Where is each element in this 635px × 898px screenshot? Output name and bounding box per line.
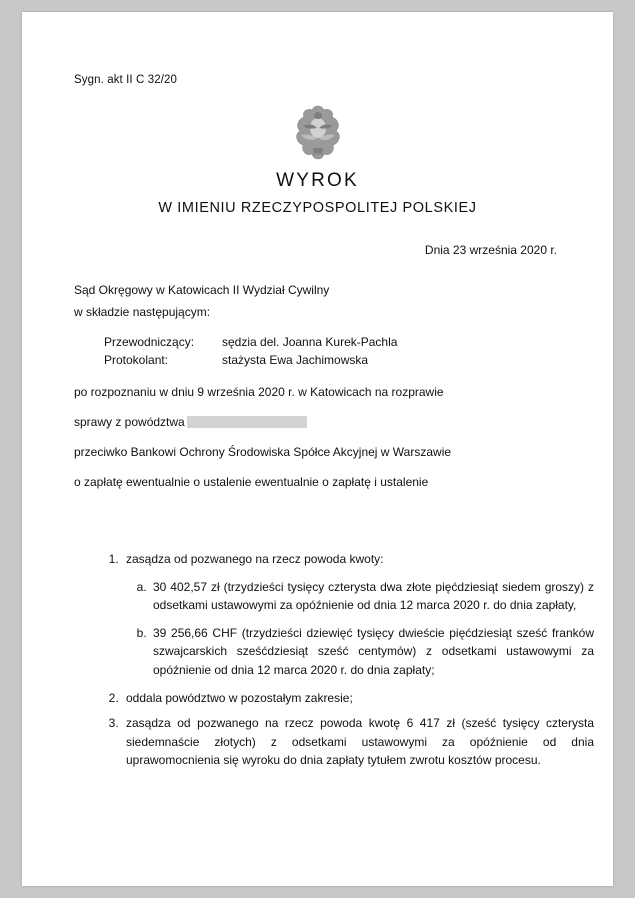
- document-title: WYROK: [276, 170, 359, 191]
- ruling-item: [122, 550, 594, 680]
- rulings-list: [96, 550, 594, 777]
- document-preamble: [74, 284, 564, 506]
- ruling-sub-item: a. 30 402,57 zł (trzydzieści tysięcy czterysta dwa złote pięćdziesiąt siedem groszy) z odsetkami ustawowymi za opóźnienie od dnia 12 marca 2020 r. do dnia zapłaty,: [150, 578, 594, 615]
- presiding-judge-name: sędzia del. Joanna Kurek-Pachla: [222, 335, 398, 349]
- recorder-name: stażysta Ewa Jachimowska: [222, 353, 369, 367]
- subject-line: o zapłatę ewentualnie o ustalenie ewentualnie o zapłatę i ustalenie: [74, 475, 429, 489]
- ruling-item: 2. oddala powództwo w pozostałym zakresie;: [122, 689, 594, 708]
- court-line: Sąd Okręgowy w Katowicach II Wydział Cywilny: [74, 283, 330, 297]
- document-page: [22, 12, 613, 886]
- plaintiff-line: [74, 416, 564, 428]
- plaintiff-label: sprawy z powództwa: [74, 415, 185, 429]
- ruling-item: 3. zasądza od pozwanego na rzecz powoda kwotę 6 417 zł (sześć tysięcy czterysta siedemnaście złotych) z odsetkami ustawowymi za opóźnienie od dnia uprawomocnienia się wyroku do dnia zapłaty tytułem zwrotu kosztów procesu.: [122, 714, 594, 770]
- composition-row: [74, 336, 564, 348]
- composition-intro: w składzie następującym:: [74, 305, 211, 319]
- document-body: [22, 12, 613, 886]
- judgment-date: Dnia 23 września 2020 r.: [424, 243, 557, 257]
- redacted-plaintiff-name: [187, 416, 307, 428]
- recorder-label: Protokolant:: [104, 353, 169, 367]
- defendant-line: przeciwko Bankowi Ochrony Środowiska Spółce Akcyjnej w Warszawie: [74, 445, 452, 459]
- ruling-sub-list: [126, 578, 594, 680]
- hearing-line: po rozpoznaniu w dniu 9 września 2020 r. w Katowicach na rozprawie: [74, 385, 444, 399]
- presiding-judge-label: Przewodniczący:: [104, 335, 195, 349]
- composition-row: [74, 354, 564, 366]
- case-signature: Sygn. akt II C 32/20: [74, 74, 178, 86]
- ruling-sub-item: b. 39 256,66 CHF (trzydzieści dziewięć tysięcy dwieście pięćdziesiąt sześć franków szwajcarskich sześćdziesiąt sześć centymów) z odsetkami ustawowymi za opóźnienie od dnia 12 marca 2020 r. do dnia zapłaty;: [150, 624, 594, 680]
- document-subtitle: W IMIENIU RZECZYPOSPOLITEJ POLSKIEJ: [158, 200, 477, 216]
- ruling-text: zasądza od pozwanego na rzecz powoda kwoty:: [126, 552, 384, 566]
- polish-eagle-emblem: [22, 102, 613, 164]
